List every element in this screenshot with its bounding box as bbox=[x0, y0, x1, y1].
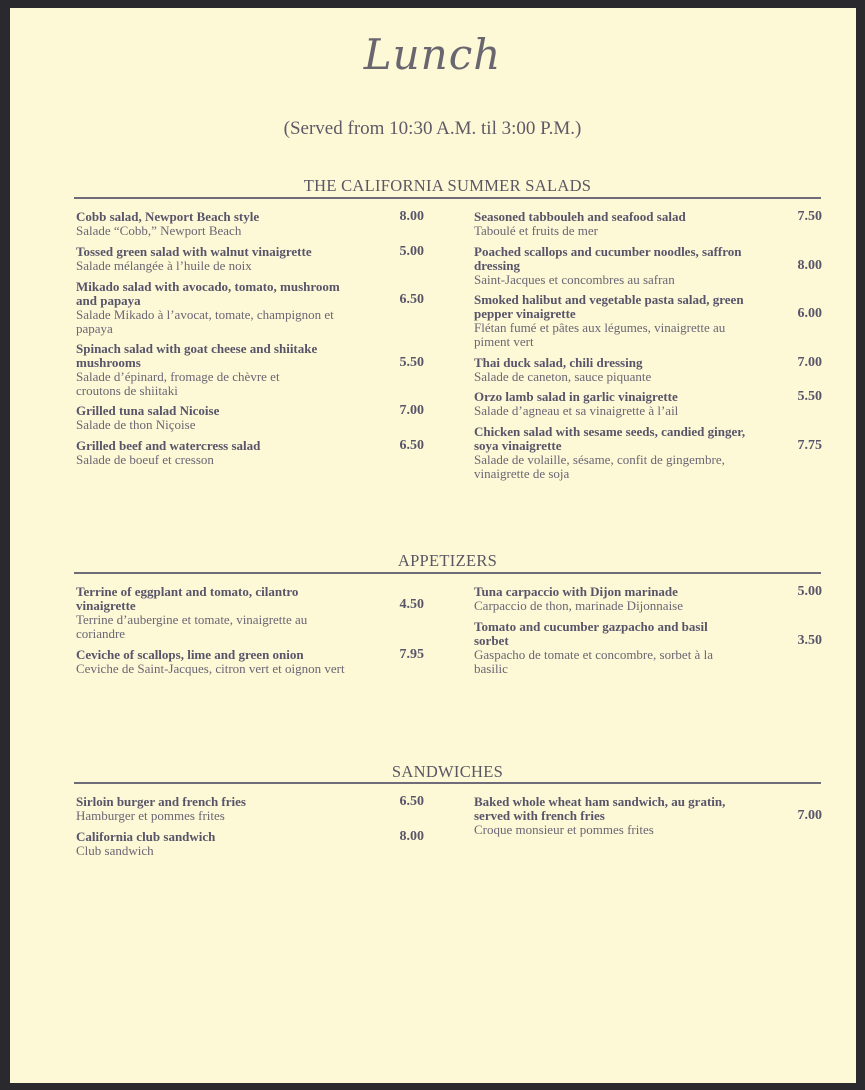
menu-item: Tomato and cucumber gazpacho and basil sorbet Gaspacho de tomate et concombre, sorbet à la basilic bbox=[474, 619, 713, 676]
item-price: 5.00 bbox=[399, 244, 424, 259]
item-price: 8.00 bbox=[399, 209, 424, 224]
page-title: Lunch bbox=[363, 30, 502, 79]
menu-item: Smoked halibut and vegetable pasta salad, green pepper vinaigrette Flétan fumé et pâtes aux légumes, vinaigrette au piment vert bbox=[474, 292, 744, 349]
section-heading-sandwiches: SANDWICHES bbox=[391, 762, 504, 781]
menu-item: Cobb salad, Newport Beach style Salade “Cobb,” Newport Beach bbox=[76, 209, 260, 238]
item-price: 6.00 bbox=[797, 306, 822, 321]
section-heading-appetizers: APPETIZERS bbox=[397, 551, 498, 570]
menu-item: Grilled beef and watercress salad Salade de boeuf et cresson bbox=[76, 438, 261, 467]
item-price: 3.50 bbox=[797, 633, 822, 648]
divider bbox=[74, 782, 821, 784]
menu-item: Ceviche of scallops, lime and green onion Ceviche de Saint-Jacques, citron vert et oignon vert bbox=[76, 647, 345, 676]
item-price: 4.50 bbox=[399, 597, 424, 612]
menu-item: Tossed green salad with walnut vinaigrette Salade mélangée à l’huile de noix bbox=[76, 244, 312, 273]
menu-page bbox=[10, 8, 856, 1083]
menu-item: Poached scallops and cucumber noodles, saffron dressing Saint-Jacques et concombres au safran bbox=[474, 244, 742, 287]
item-price: 6.50 bbox=[399, 438, 424, 453]
item-price: 7.00 bbox=[797, 355, 822, 370]
divider bbox=[74, 197, 821, 199]
menu-item: Spinach salad with goat cheese and shiitake mushrooms Salade d’épinard, fromage de chèvre et croutons de shiitaki bbox=[76, 341, 318, 398]
menu-item: Tuna carpaccio with Dijon marinade Carpaccio de thon, marinade Dijonnaise bbox=[474, 584, 684, 613]
menu-item: Chicken salad with sesame seeds, candied ginger, soya vinaigrette Salade de volaille, sésame, confit de gingembre, vinaigrette de soja bbox=[474, 424, 746, 481]
menu-item: Orzo lamb salad in garlic vinaigrette Salade d’agneau et sa vinaigrette à l’ail bbox=[474, 389, 679, 418]
divider bbox=[74, 572, 821, 574]
item-price: 8.00 bbox=[399, 829, 424, 844]
menu-item: Terrine of eggplant and tomato, cilantro vinaigrette Terrine d’aubergine et tomate, vinaigrette au coriandre bbox=[76, 584, 308, 641]
menu-item: Baked whole wheat ham sandwich, au gratin, served with french fries Croque monsieur et pommes frites bbox=[474, 794, 726, 837]
menu-item: Seasoned tabbouleh and seafood salad Taboulé et fruits de mer bbox=[474, 209, 686, 238]
item-price: 7.50 bbox=[797, 209, 822, 224]
section-heading-salads: THE CALIFORNIA SUMMER SALADS bbox=[303, 176, 592, 195]
item-price: 5.50 bbox=[399, 355, 424, 370]
item-price: 8.00 bbox=[797, 258, 822, 273]
menu-item: California club sandwich Club sandwich bbox=[76, 829, 216, 858]
menu-item: Grilled tuna salad Nicoise Salade de thon Niçoise bbox=[76, 403, 220, 432]
item-price: 7.00 bbox=[399, 403, 424, 418]
item-price: 7.95 bbox=[399, 647, 424, 662]
item-price: 7.00 bbox=[797, 808, 822, 823]
item-price: 6.50 bbox=[399, 292, 424, 307]
menu-item: Sirloin burger and french fries Hamburger et pommes frites bbox=[76, 794, 246, 823]
item-price: 6.50 bbox=[399, 794, 424, 809]
item-price: 7.75 bbox=[797, 438, 822, 453]
item-price: 5.00 bbox=[797, 584, 822, 599]
served-hours: (Served from 10:30 A.M. til 3:00 P.M.) bbox=[283, 118, 582, 139]
menu-item: Thai duck salad, chili dressing Salade de caneton, sauce piquante bbox=[474, 355, 652, 384]
item-price: 5.50 bbox=[797, 389, 822, 404]
menu-item: Mikado salad with avocado, tomato, mushroom and papaya Salade Mikado à l’avocat, tomate, champignon et papaya bbox=[76, 279, 340, 336]
